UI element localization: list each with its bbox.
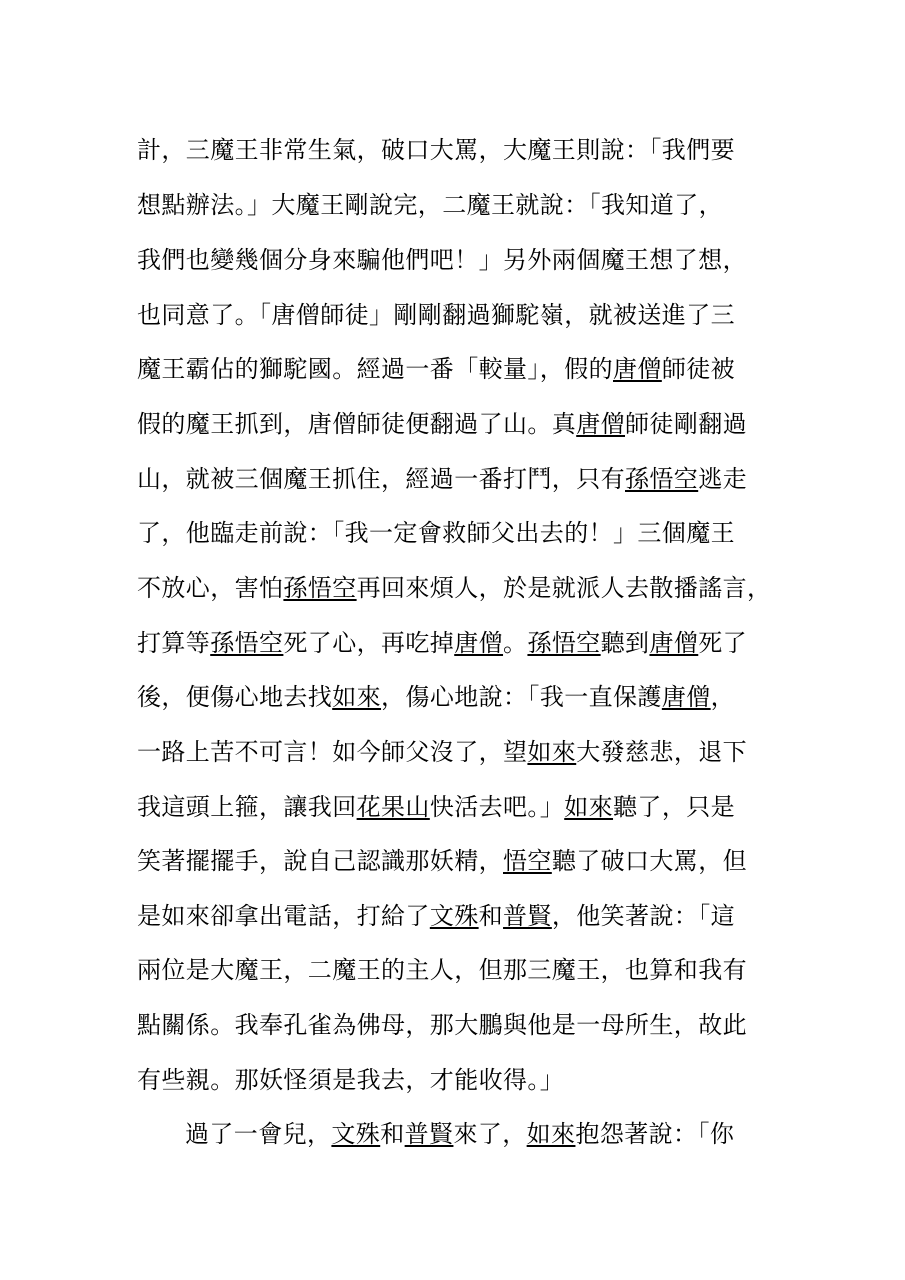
text-line — [185, 1114, 734, 1154]
proper-noun-underlined: 如來 — [526, 1120, 576, 1148]
text-segment: 逃走 — [698, 465, 748, 493]
text-segment: 也同意了。「唐僧師徒」剛剛翻過獅駝嶺，就被送進了三 — [137, 301, 735, 329]
proper-noun-underlined: 唐僧 — [661, 683, 711, 711]
text-segment: ，他笑著說：「這 — [551, 902, 736, 930]
text-segment: 師徒被 — [661, 355, 736, 383]
text-line — [137, 130, 735, 170]
text-segment: 我這頭上箍，讓我回 — [137, 793, 357, 821]
proper-noun-underlined: 孫悟空 — [210, 629, 284, 657]
text-line — [137, 185, 723, 225]
text-segment: 點關係。我奉孔雀為佛母，那大鵬與他是一母所生，故此 — [137, 1011, 747, 1039]
text-segment: 魔王霸佔的獅駝國。經過一番「較量」，假的 — [137, 355, 613, 383]
text-segment: 我們也變幾個分身來騙他們吧！」另外兩個魔王想了想， — [137, 246, 747, 274]
text-line — [137, 404, 747, 444]
text-segment: 假的魔王抓到，唐僧師徒便翻過了山。真 — [137, 410, 577, 438]
text-segment: 聽了，只是 — [613, 793, 736, 821]
text-segment: 是如來卻拿出電話，打給了 — [137, 902, 430, 930]
text-line — [137, 459, 747, 499]
text-line — [137, 732, 747, 772]
text-segment: 計，三魔王非常生氣，破口大罵，大魔王則說：「我們要 — [137, 136, 735, 164]
text-segment: 聽到 — [600, 629, 650, 657]
text-segment: 和 — [380, 1120, 405, 1148]
text-segment: 笑著擺擺手，說自己認識那妖精， — [137, 847, 503, 875]
text-line — [137, 623, 747, 663]
text-line — [137, 896, 735, 936]
proper-noun-underlined: 唐僧 — [649, 629, 699, 657]
proper-noun-underlined: 孫悟空 — [527, 629, 601, 657]
text-line — [137, 950, 747, 990]
proper-noun-underlined: 如來 — [332, 683, 382, 711]
text-segment: 抱怨著說：「你 — [575, 1120, 735, 1148]
text-segment: 大發慈悲，退下 — [576, 738, 748, 766]
proper-noun-underlined: 唐僧 — [613, 355, 662, 383]
text-line — [137, 568, 771, 608]
text-segment: 不放心，害怕 — [137, 574, 284, 602]
text-segment: 了，他臨走前說：「我一定會救師父出去的！」三個魔王 — [137, 519, 735, 547]
proper-noun-underlined: 唐僧 — [454, 629, 504, 657]
proper-noun-underlined: 悟空 — [503, 847, 552, 875]
proper-noun-underlined: 唐僧 — [576, 410, 626, 438]
proper-noun-underlined: 如來 — [527, 738, 577, 766]
proper-noun-underlined: 孫悟空 — [283, 574, 357, 602]
text-segment: 有些親。那妖怪須是我去，才能收得。」 — [137, 1066, 565, 1094]
text-line — [137, 677, 735, 717]
text-segment: 死了 — [698, 629, 748, 657]
text-line — [137, 787, 735, 827]
text-segment: 過了一會兒， — [185, 1120, 332, 1148]
text-segment: ，傷心地說：「我一直保護 — [381, 683, 662, 711]
text-line — [137, 1060, 564, 1100]
text-line — [137, 1005, 747, 1045]
text-segment: 師徒剛翻過 — [625, 410, 748, 438]
text-segment: 一路上苦不可言！如今師父沒了，望 — [137, 738, 528, 766]
proper-noun-underlined: 如來 — [564, 793, 614, 821]
text-segment: 再回來煩人，於是就派人去散播謠言， — [356, 574, 772, 602]
proper-noun-underlined: 文殊 — [331, 1120, 381, 1148]
proper-noun-underlined: 文殊 — [429, 902, 479, 930]
text-segment: 打算等 — [137, 629, 211, 657]
text-segment: ， — [710, 683, 736, 711]
proper-noun-underlined: 孫悟空 — [625, 465, 699, 493]
text-segment: 聽了破口大罵，但 — [551, 847, 748, 875]
proper-noun-underlined: 普賢 — [503, 902, 552, 930]
proper-noun-underlined: 花果山 — [356, 793, 430, 821]
text-segment: 來了， — [453, 1120, 527, 1148]
text-line — [137, 240, 747, 280]
text-segment: 死了心，再吃掉 — [283, 629, 455, 657]
text-segment: 山，就被三個魔王抓住，經過一番打鬥，只有 — [137, 465, 625, 493]
text-segment: 和 — [478, 902, 504, 930]
text-segment: 兩位是大魔王，二魔王的主人，但那三魔王，也算和我有 — [137, 956, 747, 984]
text-line — [137, 841, 747, 881]
text-line — [137, 295, 735, 335]
text-line — [137, 349, 735, 389]
text-segment: 後，便傷心地去找 — [137, 683, 333, 711]
text-segment: 快活去吧。」 — [429, 793, 565, 821]
text-segment: 。 — [503, 629, 528, 657]
proper-noun-underlined: 普賢 — [404, 1120, 454, 1148]
text-segment: 想點辦法。」大魔王剛說完，二魔王就說：「我知道了， — [137, 191, 723, 219]
text-line — [137, 513, 735, 553]
